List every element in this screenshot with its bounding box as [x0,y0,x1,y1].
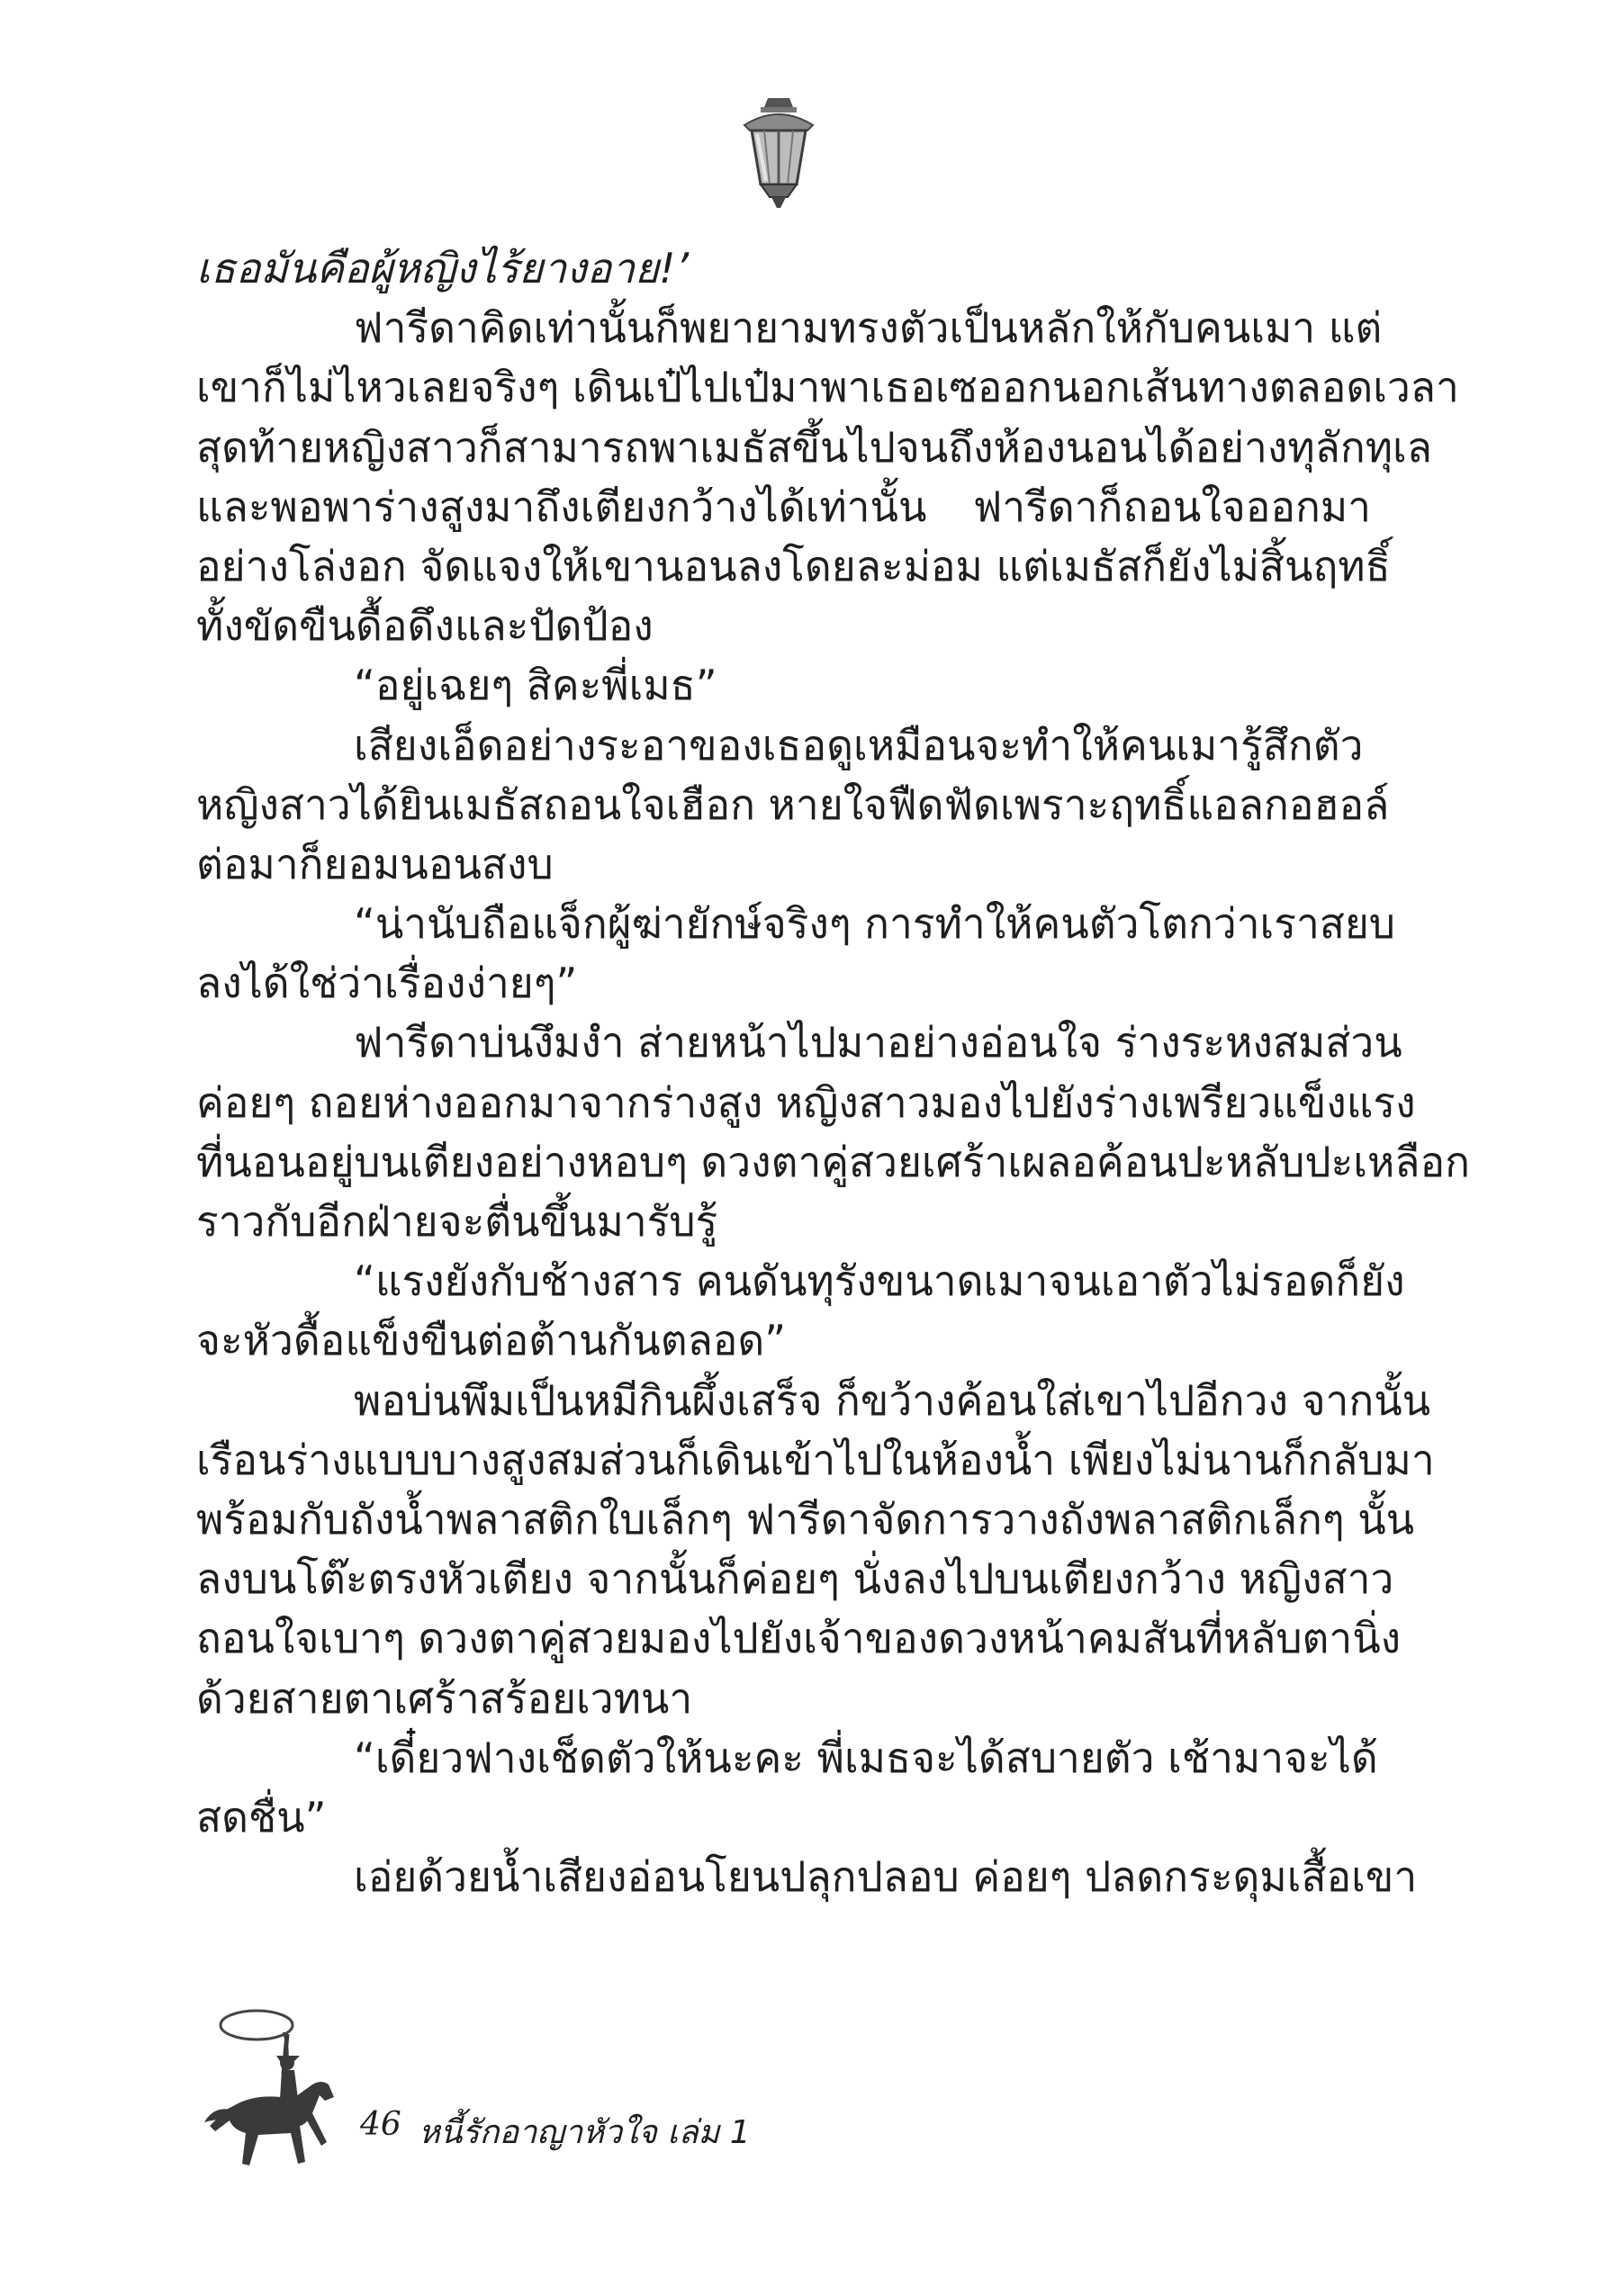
text-line: เสียงเอ็ดอย่างระอาของเธอดูเหมือนจะทำให้คนเมารู้สึกตัว [354,720,1364,770]
lantern-ornament-icon [725,95,833,212]
text-line: สุดท้ายหญิงสาวก็สามารถพาเมธัสขึ้นไปจนถึงห้องนอนได้อย่างทุลักทุเล [196,422,1432,472]
text-line: ทั้งขัดขืนดื้อดึงและปัดป้อง [196,601,654,651]
text-line: เขาก็ไม่ไหวเลยจริงๆ เดินเป๋ไปเป๋มาพาเธอเซออกนอกเส้นทางตลอดเวลา [196,363,1459,412]
text-line: ต่อมาก็ยอมนอนสงบ [196,839,554,888]
text-line: ฟารีดาคิดเท่านั้นก็พยายามทรงตัวเป็นหลักให้กับคนเมา แต่ [354,303,1383,353]
book-title: หนี้รักอาญาหัวใจ เล่ม 1 [419,2114,751,2151]
horse-rider-lasso-icon [194,1998,347,2178]
text-line: ด้วยสายตาเศร้าสร้อยเวทนา [196,1673,693,1723]
page-number: 46 [360,2106,401,2143]
text-line: อย่างโล่งอก จัดแจงให้เขานอนลงโดยละม่อม แต่เมธัสก็ยังไม่สิ้นฤทธิ์ [196,541,1391,590]
text-line: พร้อมกับถังน้ำพลาสติกใบเล็กๆ ฟารีดาจัดการวางถังพลาสติกเล็กๆ นั้น [196,1494,1415,1544]
text-line: เธอมันคือผู้หญิงไร้ยางอาย!’ [196,244,690,293]
text-line: ค่อยๆ ถอยห่างออกมาจากร่างสูง หญิงสาวมองไปยังร่างเพรียวแข็งแรง [196,1077,1416,1127]
text-line: จะหัวดื้อแข็งขืนต่อต้านกันตลอด” [196,1316,787,1365]
text-line: ถอนใจเบาๆ ดวงตาคู่สวยมองไปยังเจ้าของดวงหน้าคมสันที่หลับตานิ่ง [196,1614,1402,1663]
text-line: เอ่ยด้วยน้ำเสียงอ่อนโยนปลุกปลอบ ค่อยๆ ปลดกระดุมเสื้อเขา [354,1852,1418,1902]
text-line: “อยู่เฉยๆ สิคะพี่เมธ” [354,661,717,710]
text-line: ที่นอนอยู่บนเตียงอย่างหอบๆ ดวงตาคู่สวยเศร้าเผลอค้อนปะหลับปะเหลือก [196,1137,1470,1186]
text-line: และพอพาร่างสูงมาถึงเตียงกว้างได้เท่านั้น ฟารีดาก็ถอนใจออกมา [196,482,1371,531]
text-line: ราวกับอีกฝ่ายจะตื่นขึ้นมารับรู้ [196,1197,718,1246]
text-line: สดชื่น” [196,1792,327,1841]
text-line: “แรงยังกับช้างสาร คนดันทุรังขนาดเมาจนเอาตัวไม่รอดก็ยัง [354,1256,1405,1306]
page-footer [194,1998,824,2196]
text-line: “น่านับถือแจ็กผู้ฆ่ายักษ์จริงๆ การทำให้คนตัวโตกว่าเราสยบ [354,899,1396,949]
text-line: “เดี๋ยวฟางเช็ดตัวให้นะคะ พี่เมธจะได้สบายตัว เช้ามาจะได้ [354,1733,1378,1782]
text-line: พอบ่นพึมเป็นหมีกินผึ้งเสร็จ ก็ขว้างค้อนใส่เขาไปอีกวง จากนั้น [354,1375,1431,1425]
text-line: ฟารีดาบ่นงึมงำ ส่ายหน้าไปมาอย่างอ่อนใจ ร่างระหงสมส่วน [354,1018,1402,1067]
text-line: เรือนร่างแบบบางสูงสมส่วนก็เดินเข้าไปในห้องน้ำ เพียงไม่นานก็กลับมา [196,1435,1435,1484]
text-line: หญิงสาวได้ยินเมธัสถอนใจเฮือก หายใจฟืดฟัดเพราะฤทธิ์แอลกอฮอล์ [196,779,1390,829]
text-line: ลงบนโต๊ะตรงหัวเตียง จากนั้นก็ค่อยๆ นั่งลงไปบนเตียงกว้าง หญิงสาว [196,1554,1394,1604]
body-text [196,239,1470,1906]
text-line: ลงได้ใช่ว่าเรื่องง่ายๆ” [196,959,578,1008]
